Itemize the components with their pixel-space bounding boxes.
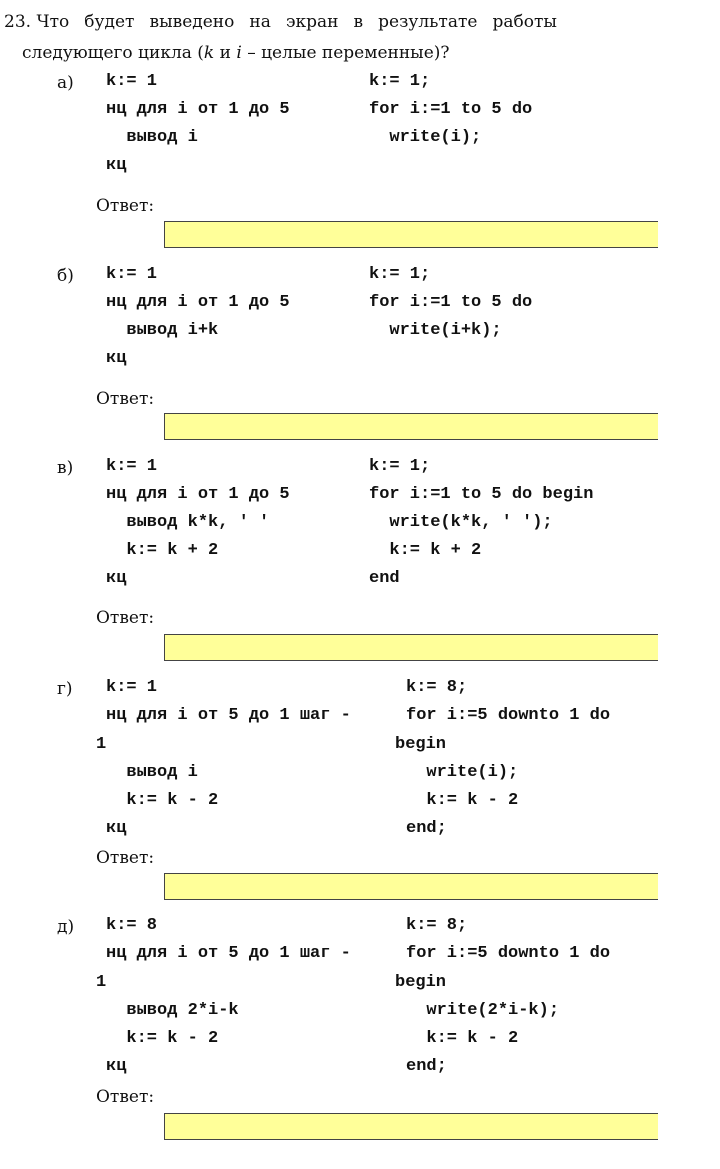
title-word: в (353, 12, 364, 32)
answer-label: Ответ: (96, 389, 155, 409)
answer-field-v[interactable] (164, 634, 658, 661)
code-line: кц (106, 156, 127, 175)
part-v-label: в) (57, 458, 74, 478)
code-line: вывод 2*i-k (106, 1001, 239, 1020)
code-line: k:= 8 (106, 916, 158, 935)
code-line: write(i+k); (369, 321, 502, 340)
part-a-label: а) (57, 73, 74, 93)
code-line: write(i); (369, 128, 482, 147)
code-line: k:= 8; (406, 916, 468, 935)
code-line: k:= 1 (106, 457, 158, 476)
code-line: 1 (96, 735, 107, 754)
part-g-label: г) (57, 679, 73, 699)
title-text: следующего цикла ( (22, 43, 204, 63)
code-line: for i:=1 to 5 do (369, 293, 533, 312)
var-k: k (203, 43, 215, 63)
answer-field-b[interactable] (164, 413, 658, 440)
code-line: вывод k*k, ' ' (106, 513, 270, 532)
code-line: for i:=5 downto 1 do (406, 706, 611, 725)
var-i: i (236, 43, 242, 63)
code-line: нц для i от 5 до 1 шаг - (106, 944, 351, 963)
answer-field-d[interactable] (164, 1113, 658, 1140)
answer-field-a[interactable] (164, 221, 658, 248)
code-line: кц (106, 349, 127, 368)
code-line: k:= k - 2 (406, 1029, 519, 1048)
code-line: write(2*i-k); (406, 1001, 560, 1020)
title-word: будет (84, 12, 135, 32)
code-line: нц для i от 1 до 5 (106, 100, 290, 119)
part-b-label: б) (57, 266, 74, 286)
answer-field-g[interactable] (164, 873, 658, 900)
code-line: k:= 1 (106, 72, 158, 91)
title-word: результате (378, 12, 478, 32)
title-word: на (249, 12, 271, 32)
code-line: end; (406, 819, 447, 838)
code-line: k:= k - 2 (106, 1029, 219, 1048)
code-line: вывод i+k (106, 321, 219, 340)
code-line: end; (406, 1057, 447, 1076)
code-line: begin (395, 973, 447, 992)
code-line: k:= 1 (106, 265, 158, 284)
code-line: begin (395, 735, 447, 754)
title-text: и (214, 43, 237, 63)
code-line: нц для i от 1 до 5 (106, 485, 290, 504)
code-line: нц для i от 5 до 1 шаг - (106, 706, 351, 725)
code-line: нц для i от 1 до 5 (106, 293, 290, 312)
code-line: кц (106, 1057, 127, 1076)
code-line: вывод i (106, 763, 198, 782)
code-line: end (369, 569, 400, 588)
code-line: k:= 1; (369, 72, 431, 91)
code-line: k:= k - 2 (406, 791, 519, 810)
code-line: for i:=5 downto 1 do (406, 944, 611, 963)
part-d-label: д) (57, 917, 75, 937)
title-text: – целые переменные)? (241, 43, 450, 63)
code-line: кц (106, 569, 127, 588)
code-line: k:= k + 2 (369, 541, 482, 560)
code-line: k:= 1 (106, 678, 158, 697)
code-line: кц (106, 819, 127, 838)
task-title-line-2 (22, 43, 450, 63)
code-line: write(k*k, ' '); (369, 513, 553, 532)
code-line: k:= 8; (406, 678, 468, 697)
answer-label: Ответ: (96, 608, 155, 628)
code-line: k:= k + 2 (106, 541, 219, 560)
code-line: k:= k - 2 (106, 791, 219, 810)
answer-label: Ответ: (96, 848, 155, 868)
code-line: for i:=1 to 5 do (369, 100, 533, 119)
code-line: 1 (96, 973, 107, 992)
code-line: k:= 1; (369, 457, 431, 476)
code-line: for i:=1 to 5 do begin (369, 485, 594, 504)
title-word: 23. Что (4, 12, 70, 32)
title-word: работы (492, 12, 557, 32)
code-line: k:= 1; (369, 265, 431, 284)
title-word: выведено (149, 12, 235, 32)
answer-label: Ответ: (96, 196, 155, 216)
task-title-line-1 (4, 12, 557, 32)
code-line: вывод i (106, 128, 198, 147)
title-word: экран (285, 12, 339, 32)
code-line: write(i); (406, 763, 519, 782)
answer-label: Ответ: (96, 1087, 155, 1107)
